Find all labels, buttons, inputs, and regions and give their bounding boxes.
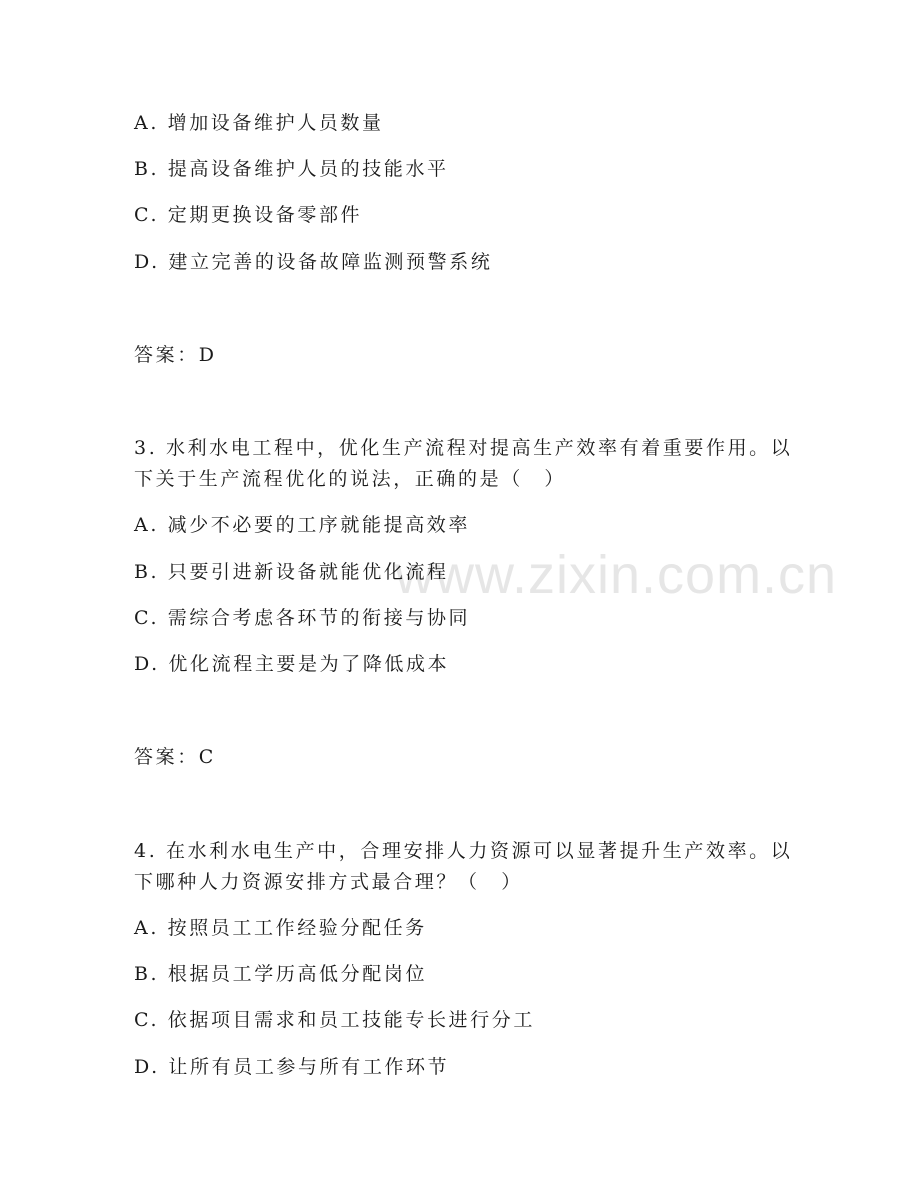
q2-option-c: C. 定期更换设备零部件 (134, 204, 363, 226)
q4-option-c: C. 依据项目需求和员工技能专长进行分工 (134, 1009, 535, 1031)
q3-option-b: B. 只要引进新设备就能优化流程 (134, 561, 449, 583)
q2-option-b: B. 提高设备维护人员的技能水平 (134, 158, 449, 180)
q3-option-c: C. 需综合考虑各环节的衔接与协同 (134, 607, 471, 629)
q2-option-a: A. 增加设备维护人员数量 (134, 112, 384, 134)
q2-answer: 答案：D (134, 344, 217, 366)
q4-stem-line2: 下哪种人力资源安排方式最合理？（ ） (134, 871, 523, 893)
q3-answer: 答案：C (134, 746, 216, 768)
q3-option-d: D. 优化流程主要是为了降低成本 (134, 653, 450, 675)
q4-option-a: A. 按照员工工作经验分配任务 (134, 917, 427, 939)
watermark: www.zixin.com.cn (395, 545, 838, 605)
q4-option-b: B. 根据员工学历高低分配岗位 (134, 963, 428, 985)
q2-option-d: D. 建立完善的设备故障监测预警系统 (134, 251, 493, 273)
q3-option-a: A. 减少不必要的工序就能提高效率 (134, 514, 471, 536)
q4-option-d: D. 让所有员工参与所有工作环节 (134, 1056, 450, 1078)
q4-stem-line1: 4. 在水利水电生产中，合理安排人力资源可以显著提升生产效率。以 (134, 840, 793, 862)
q3-stem-line1: 3. 水利水电工程中，优化生产流程对提高生产效率有着重要作用。以 (134, 437, 793, 459)
q3-stem-line2: 下关于生产流程优化的说法，正确的是（ ） (134, 468, 567, 490)
